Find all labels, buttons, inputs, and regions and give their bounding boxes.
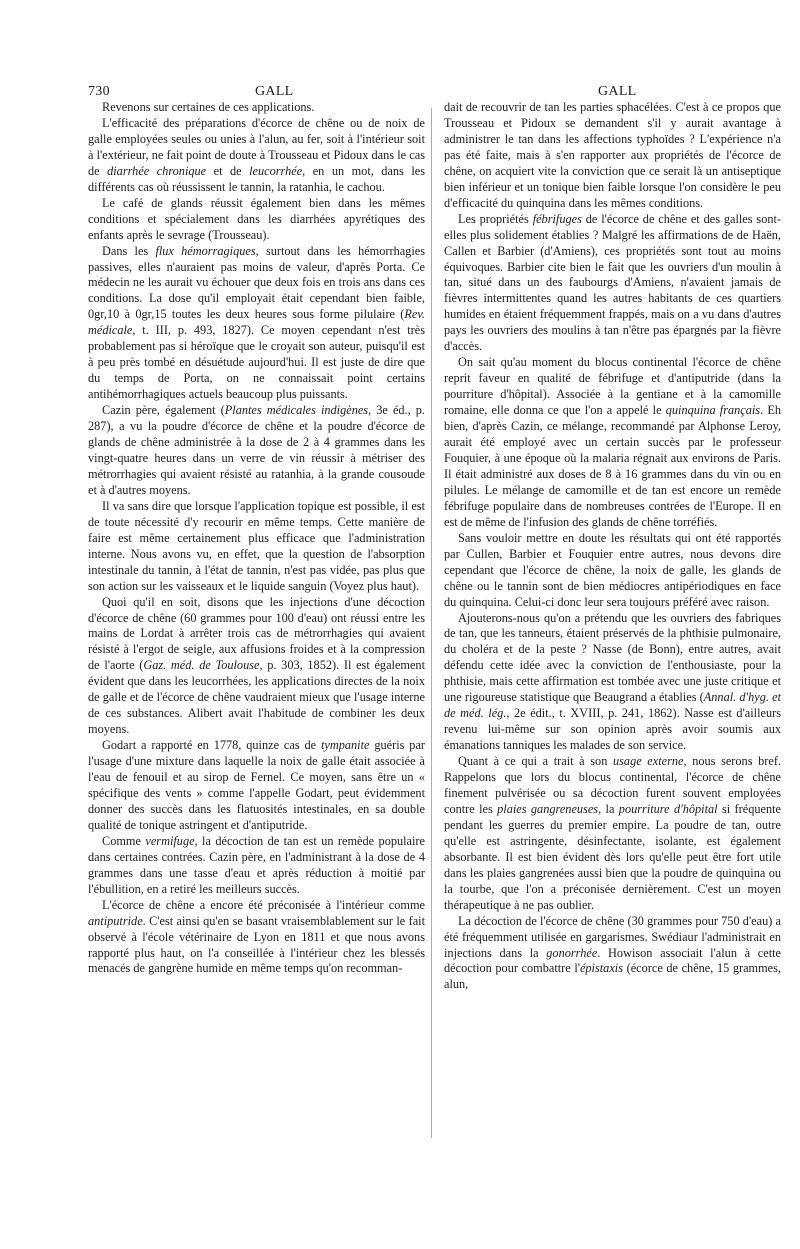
- italic-text: gonorrhée: [546, 945, 598, 960]
- text-run: Quant à ce qui a trait à son: [458, 754, 613, 769]
- text-run: , 2e édit., t. XVIII, p. 241, 1862). Nasse est d'ailleurs revenu lui-même sur son opinion après avoir soumis aux émanations tanniques les malades de son service.: [444, 706, 781, 753]
- page-number: 730: [88, 84, 110, 99]
- paragraph: [444, 212, 781, 356]
- italic-text: flux hémorragiques: [155, 243, 256, 258]
- italic-text: pourriture d'hôpital: [618, 801, 718, 816]
- text-run: Revenons sur certaines de ces applications.: [102, 100, 315, 114]
- paragraph: [88, 595, 425, 739]
- column-divider: [431, 108, 432, 1138]
- paragraph: [444, 100, 781, 212]
- text-run: Comme: [102, 833, 146, 848]
- text-run: Les propriétés: [458, 211, 533, 226]
- text-run: Il va sans dire que lorsque l'application topique est possible, il est de toute nécessité d'y recourir en même temps. Cette manière de faire est même certainement plus efficace que l'administration interne. Nous avons vu, en effet, que la question de l'absorption intestinale du tannin, à l'état de tannin, n'est pas vidée, pas plus que son action sur les vaisseaux et le liquide sanguin (Voyez plus haut).: [88, 498, 425, 593]
- paragraph: [88, 196, 425, 244]
- italic-text: antiputride: [88, 913, 143, 928]
- text-run: (écorce de chêne, 15 grammes, alun,: [444, 961, 781, 992]
- text-run: et de: [206, 163, 250, 178]
- italic-text: épistaxis: [579, 961, 623, 976]
- text-run: , surtout dans les hémorrhagies passives, elles n'auraient pas moins de valeur, d'après Porta. Ce médecin ne les aurait vu échouer que deux fois en trois ans dans ces conditions. La dose qu'il employait était cependant bien faible, 0gr,10 à 0gr,15 toutes les deux heures sous forme pilulaire (: [88, 243, 425, 322]
- right-text-column: [444, 100, 781, 993]
- text-run: guéris par l'usage d'une mixture dans laquelle la noix de galle était associée à l'eau de fenouil et au sirop de Fernel. Ce moyen, sans être un « spécifique des vents » comme l'appelle Godart, peut évidemment donner des succès dans les flatuosités intestinales, en sa double qualité de tonique astringent et d'antiputride.: [88, 738, 425, 832]
- italic-text: plaies gangreneuses: [497, 801, 599, 816]
- running-head-left: GALL: [255, 84, 294, 99]
- paragraph: [88, 738, 425, 834]
- italic-text: fébrifuges: [532, 211, 582, 226]
- paragraph: [88, 116, 425, 196]
- text-run: , la: [598, 801, 619, 816]
- text-run: L'efficacité des préparations d'écorce de chêne ou de noix de galle employées seules ou unies à l'alun, au fer, soit à l'intérieur soit à l'extérieur, ne fait point de doute à Trousseau et Pidoux dans le cas de: [88, 115, 425, 178]
- italic-text: Rev. médicale: [88, 307, 425, 338]
- text-run: L'écorce de chêne a encore été préconisée à l'intérieur comme: [102, 897, 425, 912]
- text-run: , en un mot, dans les différents cas où réussissent le tannin, la ratanhia, le cachou.: [88, 163, 425, 194]
- text-run: , t. III, p. 493, 1827). Ce moyen cependant n'est très probablement pas si héroïque que le croyait son auteur, puisqu'il est à peu près tombé en désuétude aujourd'hui. Il est juste de dire que du temps de Porta, on ne connaissait point certains antihémorrhagiques actuels beaucoup plus puissants.: [88, 323, 425, 402]
- paragraph: [88, 834, 425, 898]
- italic-text: Gaz. méd. de Toulouse: [143, 658, 260, 673]
- text-run: On sait qu'au moment du blocus continental l'écorce de chêne reprit faveur en qualité de fébrifuge et d'antiputride (dans la pourriture d'hôpital). Associée à la gentiane et à la camomille romaine, elle donna ce que l'on a appelé le: [444, 355, 781, 418]
- italic-text: Annal. d'hyg. et de méd. lég.: [444, 690, 782, 721]
- paragraph: [444, 914, 781, 994]
- paragraph: [444, 531, 781, 611]
- text-run: dait de recouvrir de tan les parties sphacélées. C'est à ce propos que Trousseau et Pidoux se demandent s'il y aurait avantage à administrer le tan dans les affections typhoïdes ? L'expérience n'a pas été faite, mais à s'en rapporter aux propriétés de l'écorce de chêne, on acquiert vite la conviction que ce serait là un antiseptique bien inférieur et un tonique bien faible lorsque l'on considère le peu d'efficacité du quinquina dans les mêmes conditions.: [444, 100, 781, 210]
- left-text-column: [88, 100, 425, 977]
- italic-text: vermifuge: [145, 833, 195, 848]
- text-run: . Howison associait l'alun à cette décoction pour combattre l': [444, 945, 781, 976]
- text-run: Godart a rapporté en 1778, quinze cas de: [102, 738, 321, 753]
- text-run: , nous serons bref. Rappelons que lors du blocus continental, l'écorce de chêne finement pulvérisée ou sa décoction furent souvent employées contre les: [444, 754, 781, 816]
- text-run: . Eh bien, d'après Cazin, ce mélange, recommandé par Alphonse Leroy, aurait été employé avec un certain succès par le professeur Fouquier, à une époque où la malaria régnait aux environs de Paris. Il était administré aux doses de 8 à 16 grammes dans du vin ou en pilules. Le mélange de camomille et de tan est encore un remède fébrifuge populaire dans de nombreuses contrées de l'Europe. Il en est de même de l'infusion des glands de chêne torréfiés.: [444, 403, 781, 529]
- italic-text: Plantes médicales indigènes: [224, 403, 369, 418]
- text-run: Dans les: [102, 243, 156, 258]
- text-run: de l'écorce de chêne et des galles sont-elles plus solidement établies ? Malgré les affirmations de de Haën, Callen et Barbier (d'Amiens), ces propriétés sont tout au moins équivoques. Barbier cite bien le fait que les ouvriers d'un moulin à tan, situé dans un des faubourgs d'Amiens, n'avaient jamais de fièvres intermittentes quand les autres habitants de ces quartiers humides en étaient fréquemment frappés, mais on a vu dans d'autres pays les ouvriers des moulins à tan n'être pas épargnés par la fièvre d'accès.: [444, 211, 782, 354]
- text-run: , la décoction de tan est un remède populaire dans certaines contrées. Cazin père, en l'administrant à la dose de 4 grammes dans une tasse d'eau et après réduction à moitié par l'ébullition, en a retiré les meilleurs succès.: [88, 833, 425, 896]
- italic-text: tympanite: [320, 738, 370, 753]
- italic-text: diarrhée chronique: [107, 163, 207, 178]
- paragraph: [88, 100, 425, 116]
- text-run: La décoction de l'écorce de chêne (30 grammes pour 750 d'eau) a été fréquemment utilisée en gargarismes. Swédiaur l'administrait en injections dans la: [444, 913, 781, 960]
- paragraph: [88, 499, 425, 595]
- paragraph: [444, 355, 781, 530]
- text-run: , p. 303, 1852). Il est également évident que dans les leucorrhées, les applications directes de la noix de galle et de l'écorce de chêne vaudraient mieux que l'usage interne de ces substances. Alibert avait l'habitude de combiner les deux moyens.: [88, 658, 425, 737]
- running-head-right: GALL: [598, 84, 637, 99]
- paragraph: [88, 244, 425, 404]
- italic-text: quinquina français: [665, 403, 761, 418]
- paragraph: [444, 754, 781, 914]
- italic-text: usage externe: [612, 754, 684, 769]
- text-run: Quoi qu'il en soit, disons que les injections d'une décoction d'écorce de chêne (60 grammes pour 100 d'eau) ont réussi entre les mains de Lordat à arrêter trois cas de métrorrhagies qui avaient résisté à l'ergot de seigle, aux affusions froides et à la compression de l'aorte (: [88, 594, 425, 673]
- paragraph: [88, 898, 425, 978]
- text-run: Sans vouloir mettre en doute les résultats qui ont été rapportés par Cullen, Barbier et Fouquier entre autres, nous devons dire cependant que l'écorce de chêne, la noix de galle, les glands de chêne ou le tannin sont de bien médiocres antipériodiques en face du quinquina. Celui-ci donc leur sera toujours préféré avec raison.: [444, 530, 781, 609]
- paragraph: [88, 403, 425, 499]
- text-run: . C'est ainsi qu'en se basant vraisemblablement sur le fait observé à l'école vétérinaire de Lyon en 1811 et que nous avons rapporté plus haut, on l'a conseillée à l'intérieur chez les blessés menacés de gangrène humide en même temps qu'on recomman-: [88, 913, 425, 976]
- text-run: si fréquente pendant les guerres du premier empire. La poudre de tan, outre qu'elle est astringente, désinfectante, isolante, est également absorbante. Il est bien évident dès lors qu'elle peut être fort utile dans les plaies gangrenées aussi bien que la poudre de quinquina ou la tourbe, que l'on a préconisée dernièrement. C'est un moyen thérapeutique à ne pas oublier.: [444, 801, 781, 912]
- text-run: Cazin père, également (: [102, 403, 225, 418]
- paragraph: [444, 611, 781, 755]
- italic-text: leucorrhée: [249, 163, 303, 178]
- text-run: , 3e éd., p. 287), a vu la poudre d'écorce de chêne et la poudre d'écorce de glands de chêne administrée à la dose de 2 à 4 grammes dans les vingt-quatre heures dans un verre de vin réussir à métriser des métrorrhagies qui avaient résisté au ratanhia, à la grande cousoude et à d'autres moyens.: [88, 403, 425, 497]
- text-run: Ajouterons-nous qu'on a prétendu que les ouvriers des fabriques de tan, que les tanneurs, étaient préservés de la phthisie pulmonaire, du choléra et de la peste ? Nasse (de Bonn), entre autres, avait défendu cette idée avec la conviction de l'enthousiaste, pour la phthisie, mais cette affirmation est tombée avec une juste critique et une rigoureuse statistique que Beaugrand a établies (: [444, 610, 781, 705]
- text-run: Le café de glands réussit également bien dans les mêmes conditions et spécialement dans les diarrhées apyrétiques des enfants après le sevrage (Trousseau).: [88, 195, 425, 242]
